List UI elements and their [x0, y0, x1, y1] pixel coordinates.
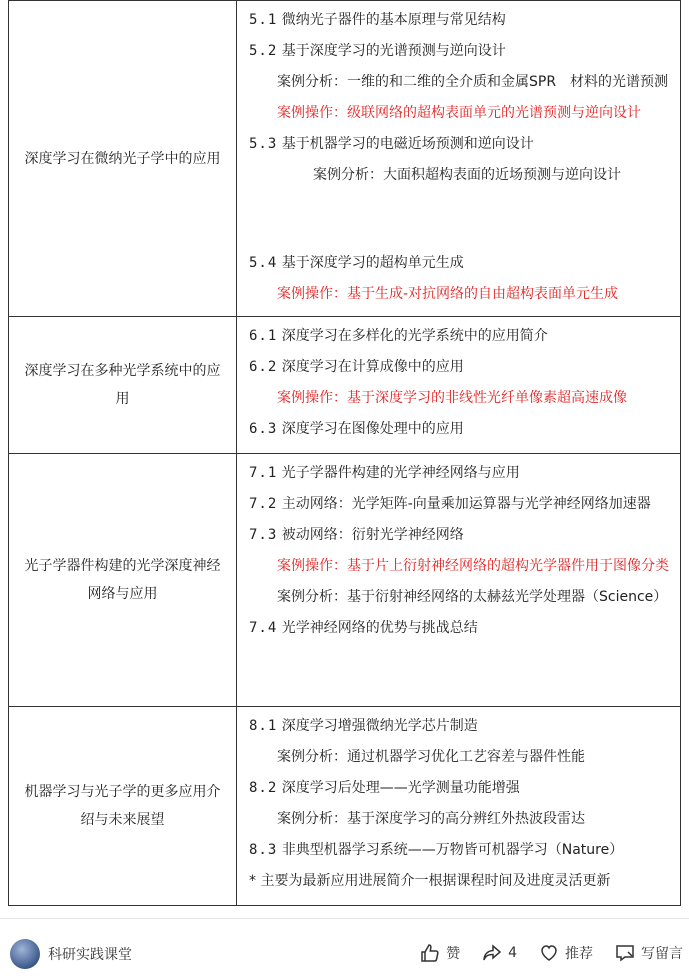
section-item: 7.1 光子学器件构建的光学神经网络与应用 — [249, 465, 520, 481]
like-button[interactable] — [420, 943, 460, 963]
comment-button[interactable] — [615, 943, 683, 963]
case-operation: 案例操作：级联网络的超构表面单元的光谱预测与逆向设计 — [277, 105, 641, 121]
section-item: 8.1 深度学习增强微纳光学芯片制造 — [249, 718, 478, 734]
case-analysis: 案例分析：基于衍射神经网络的太赫兹光学处理器（Science） — [277, 589, 668, 605]
section-item: 7.4 光学神经网络的优势与挑战总结 — [249, 620, 478, 636]
heart-icon — [539, 943, 559, 963]
section-item: 7.2 主动网络：光学矩阵-向量乘加运算器与光学神经网络加速器 — [249, 496, 651, 512]
case-analysis: 案例分析：基于深度学习的高分辨红外热波段雷达 — [277, 811, 585, 827]
comment-label: 写留言 — [641, 946, 683, 962]
blank-space — [249, 191, 676, 248]
case-operation: 案例操作：基于片上衍射神经网络的超构光学器件用于图像分类 — [277, 558, 669, 574]
case-operation: 案例操作：基于生成-对抗网络的自由超构表面单元生成 — [277, 286, 619, 302]
syllabus-table — [8, 0, 681, 906]
topic-cell: 光子学器件构建的光学深度神经网络与应用 — [9, 454, 237, 707]
items-cell — [237, 454, 681, 707]
table-row — [9, 317, 681, 454]
items-cell — [237, 707, 681, 906]
items-cell — [237, 1, 681, 317]
case-operation: 案例操作：基于深度学习的非线性光纤单像素超高速成像 — [277, 390, 627, 406]
section-item: 8.3 非典型机器学习系统——万物皆可机器学习（Nature） — [249, 842, 624, 858]
author-name: 科研实践课堂 — [48, 947, 132, 963]
section-item: 6.2 深度学习在计算成像中的应用 — [249, 359, 464, 375]
topic-cell: 机器学习与光子学的更多应用介绍与未来展望 — [9, 707, 237, 906]
section-item: 8.2 深度学习后处理——光学测量功能增强 — [249, 780, 520, 796]
action-bar — [398, 943, 683, 963]
case-analysis: 案例分析：大面积超构表面的近场预测与逆向设计 — [313, 167, 621, 183]
section-item: 5.4 基于深度学习的超构单元生成 — [249, 255, 464, 271]
case-analysis: 案例分析：通过机器学习优化工艺容差与器件性能 — [277, 749, 585, 765]
share-button[interactable] — [482, 943, 517, 963]
table-row — [9, 707, 681, 906]
section-item: 6.1 深度学习在多样化的光学系统中的应用简介 — [249, 328, 548, 344]
section-item: 7.3 被动网络：衍射光学神经网络 — [249, 527, 464, 543]
items-cell — [237, 317, 681, 454]
section-item: 5.2 基于深度学习的光谱预测与逆向设计 — [249, 43, 506, 59]
section-item: 5.1 微纳光子器件的基本原理与常见结构 — [249, 12, 506, 28]
section-item: 6.3 深度学习在图像处理中的应用 — [249, 421, 464, 437]
like-label: 赞 — [446, 946, 461, 962]
share-count: 4 — [508, 945, 517, 961]
table-row — [9, 1, 681, 317]
recommend-label: 推荐 — [565, 946, 593, 962]
note-item: * 主要为最新应用进展简介一根据课程时间及进度灵活更新 — [249, 873, 611, 889]
comment-icon — [615, 943, 635, 963]
topic-cell: 深度学习在微纳光子学中的应用 — [9, 1, 237, 317]
share-icon — [482, 943, 502, 963]
table-row — [9, 454, 681, 707]
article-footer — [0, 918, 689, 978]
case-analysis: 案例分析：一维的和二维的全介质和金属SPR 材料的光谱预测 — [277, 74, 669, 90]
recommend-button[interactable] — [539, 943, 593, 963]
avatar — [10, 939, 40, 969]
section-item: 5.3 基于机器学习的电磁近场预测和逆向设计 — [249, 136, 534, 152]
topic-cell: 深度学习在多种光学系统中的应用 — [9, 317, 237, 454]
thumbs-up-icon — [420, 943, 440, 963]
author-link[interactable] — [10, 939, 132, 969]
